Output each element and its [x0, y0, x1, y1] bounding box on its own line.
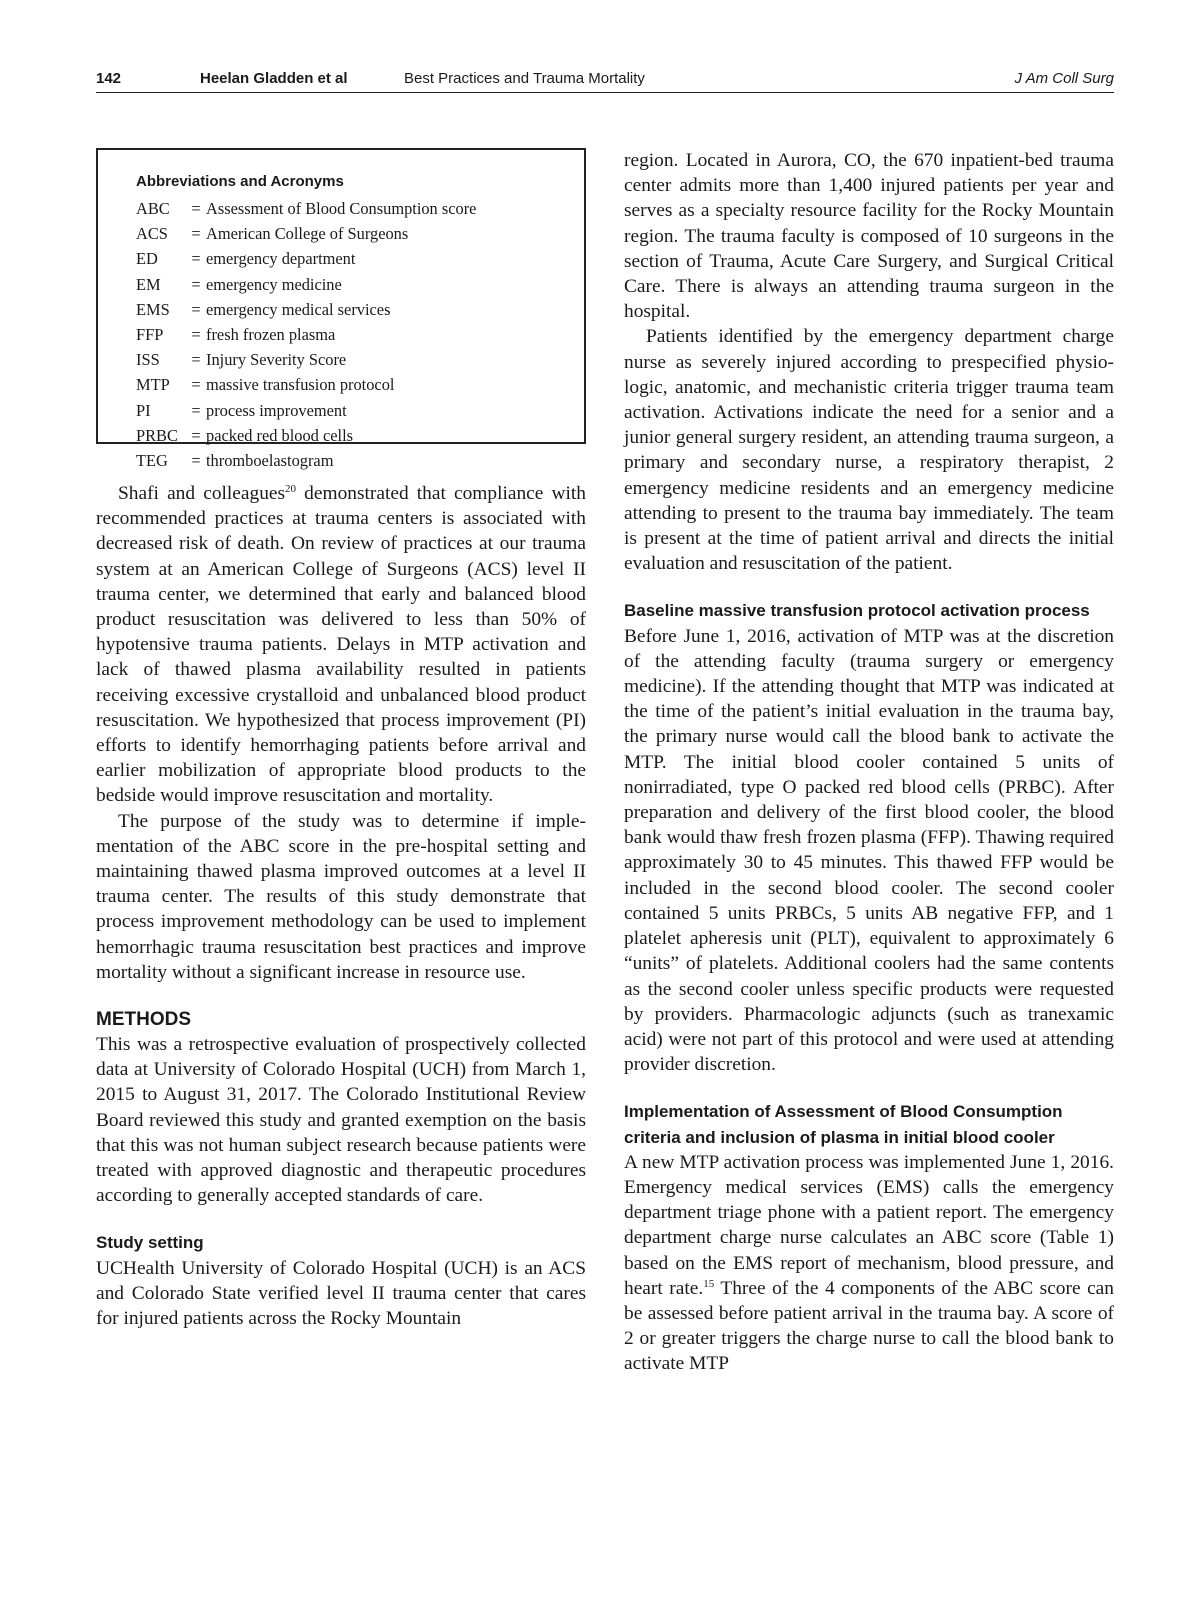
abbreviation-row	[136, 297, 476, 322]
running-header	[96, 68, 1114, 93]
intro-paragraph	[96, 481, 586, 809]
abbreviation-row	[136, 398, 476, 423]
equals-sign: =	[191, 375, 201, 395]
equals-sign: =	[191, 451, 201, 471]
page-number: 142	[96, 70, 122, 87]
abbreviations-table	[136, 196, 476, 473]
abbreviation: PRBC	[136, 425, 178, 445]
abbreviation-row	[136, 221, 476, 246]
abbreviation-definition: packed red blood cells	[206, 425, 354, 445]
abbreviation: ABC	[136, 199, 170, 218]
abbreviations-box	[96, 148, 586, 471]
baseline-mtp-paragraph: Before June 1, 2016, activation of MTP was at the discretion of the attending faculty (trauma surgery or emergency medicine). If the attending thought that MTP was indicated at the time of the patient’s initial evaluation in the trauma bay, the primary nurse would call the blood bank to activate the MTP. The initial blood cooler contained 5 units of nonirradiated, type O packed red blood cells (PRBC). After preparation and delivery of the first blood cooler, the blood bank would thaw fresh frozen plasma (FFP). Thawing required approximately 30 to 45 minutes. This thawed FFP would be included in the second blood cooler. The second cooler contained 5 units PRBCs, 5 units AB negative FFP, and 1 platelet apheresis unit (PLT), equivalent to approximately 6 “units” of platelets. Additional coolers had the same contents as the second cooler unless specific products were requested by providers. Pharmacologic adjuncts (such as tranexamic acid) were not part of this protocol and were used at attending provider discretion.	[624, 625, 1114, 1076]
abbreviation-row	[136, 347, 476, 372]
abc-implementation-heading: Implementation of Assessment of Blood Consumption criteria and inclusion of plasma in initial blood cooler	[624, 1102, 1063, 1147]
abbreviation-definition: American College of Surgeons	[206, 224, 409, 244]
implementation-text-start: A new MTP activation process was implemented June 1, 2016. Emergency medical services (EMS) calls the emergency department triage phone with a patient report. The emergency department charge nurse calculates an ABC score (Table 1) based on the EMS report of mechanism, blood pressure, and heart rate.	[624, 1151, 1114, 1299]
methods-paragraph: This was a retrospective evaluation of prospectively collected data at University of Colorado Hospital (UCH) from March 1, 2015 to August 31, 2017. The Colorado Institutional Review Board reviewed this study and granted exemption on the basis that this was not human subject research because patients were treated with approved diagnostic and therapeutic procedures according to generally accepted standards of care.	[96, 1034, 586, 1207]
baseline-mtp-heading: Baseline massive transfusion protocol activation process	[624, 601, 1090, 621]
abbreviation-definition: emergency medical services	[206, 299, 391, 319]
abbreviation-row	[136, 423, 476, 448]
abbreviation-definition: Assessment of Blood Consumption score	[206, 199, 477, 218]
equals-sign: =	[191, 274, 201, 294]
equals-sign: =	[191, 325, 201, 345]
trauma-activation-paragraph: Patients identified by the emergency department charge nurse as severely injured according to prespecified physiologic, anatomic, and mechanistic criteria trigger trauma team activation. Activations indicate the need for a senior and a junior general surgery resident, an attending trauma surgeon, a primary and secondary nurse, a respiratory therapist, 2 emergency medicine residents and an emergency medicine attending to present to the trauma bay immediately. The team is present at the time of patient arrival and directs the initial evaluation and resuscitation of the patient.	[624, 326, 1114, 575]
abbreviation: EM	[136, 274, 161, 294]
abbreviation: ISS	[136, 350, 160, 370]
equals-sign: =	[191, 224, 201, 244]
abbreviation: TEG	[136, 451, 168, 471]
abbreviation-definition: thromboelastogram	[206, 451, 334, 471]
abbreviation-row	[136, 272, 476, 297]
implementation-text-end: Three of the 4 components of the ABC score can be assessed before patient arrival in the trauma bay. A score of 2 or greater triggers the charge nurse to call the blood bank to activate MTP	[624, 1277, 1114, 1375]
left-column	[96, 148, 586, 1331]
running-authors: Heelan Gladden et al	[200, 70, 348, 87]
equals-sign: =	[191, 350, 201, 370]
abbreviation-definition: process improvement	[206, 400, 347, 420]
reference-20: 20	[285, 483, 297, 495]
abbreviation-row	[136, 322, 476, 347]
equals-sign: =	[191, 299, 201, 319]
equals-sign: =	[191, 425, 201, 445]
abbreviation: PI	[136, 400, 151, 420]
equals-sign: =	[191, 249, 201, 269]
abbreviation: FFP	[136, 325, 164, 345]
abc-implementation-paragraph	[624, 1150, 1114, 1377]
intro-text-end: demonstrated that compliance with recommended practices at trauma centers is associated with decreased risk of death. On review of practices at our trauma system at an American College of Surgeons (ACS) level II trauma center, we determined that early and balanced blood product resuscitation was delivered to less than 50% of hypotensive trauma patients. Delays in MTP activation and lack of thawed plasma availability resulted in patients receiving excessive crystalloid and unbalanced blood product resuscitation. We hypothesized that process improvement (PI) efforts to identify hemorrhaging patients before arrival and earlier mobilization of appropriate blood products to the bedside would improve resuscitation and mortality.	[96, 483, 586, 807]
abbreviation: ACS	[136, 224, 168, 244]
abbreviation-definition: Injury Severity Score	[206, 350, 347, 370]
study-setting-heading: Study setting	[96, 1233, 204, 1253]
abbreviation-row	[136, 372, 476, 397]
abbreviation-definition: emergency department	[206, 249, 356, 269]
setting-continued-paragraph: region. Located in Aurora, CO, the 670 inpatient-bed trauma center admits more than 1,400 injured patients per year and serves as a specialty resource facility for the Rocky Mountain region. The trauma faculty is composed of 10 surgeons in the section of Trauma, Acute Care Surgery, and Surgical Critical Care. There is always an attending trauma surgeon in the hospital.	[624, 150, 1114, 323]
abbreviations-title: Abbreviations and Acronyms	[136, 173, 344, 190]
abbreviation-row	[136, 448, 476, 473]
abbreviation: EMS	[136, 299, 170, 319]
purpose-paragraph: The purpose of the study was to determine if implementation of the ABC score in the pre-hospital setting and maintaining thawed plasma improved outcomes at a level II trauma center. The results of this study demonstrate that process improvement methodology can be used to implement hemorrhagic trauma resuscitation best practices and improve mortality without a significant increase in resource use.	[96, 810, 586, 983]
abbreviation-definition: massive transfusion protocol	[206, 375, 395, 395]
running-title: Best Practices and Trauma Mortality	[404, 70, 645, 87]
abbreviation: ED	[136, 249, 158, 269]
abbreviation-definition: fresh frozen plasma	[206, 325, 336, 345]
study-setting-paragraph: UCHealth University of Colorado Hospital (UCH) is an ACS and Colorado State verified level II trauma center that cares for injured patients across the Rocky Mountain	[96, 1257, 586, 1330]
equals-sign: =	[191, 400, 201, 420]
journal-name: J Am Coll Surg	[1014, 70, 1114, 87]
equals-sign: =	[191, 199, 201, 218]
methods-heading: METHODS	[96, 1009, 191, 1031]
abbreviation-row	[136, 196, 476, 221]
reference-15: 15	[703, 1277, 715, 1290]
intro-text-start: Shafi and colleagues	[118, 483, 286, 504]
right-column	[624, 148, 1114, 1377]
abbreviation-definition: emergency medicine	[206, 274, 342, 294]
abbreviation-row	[136, 246, 476, 271]
abbreviation: MTP	[136, 375, 170, 395]
